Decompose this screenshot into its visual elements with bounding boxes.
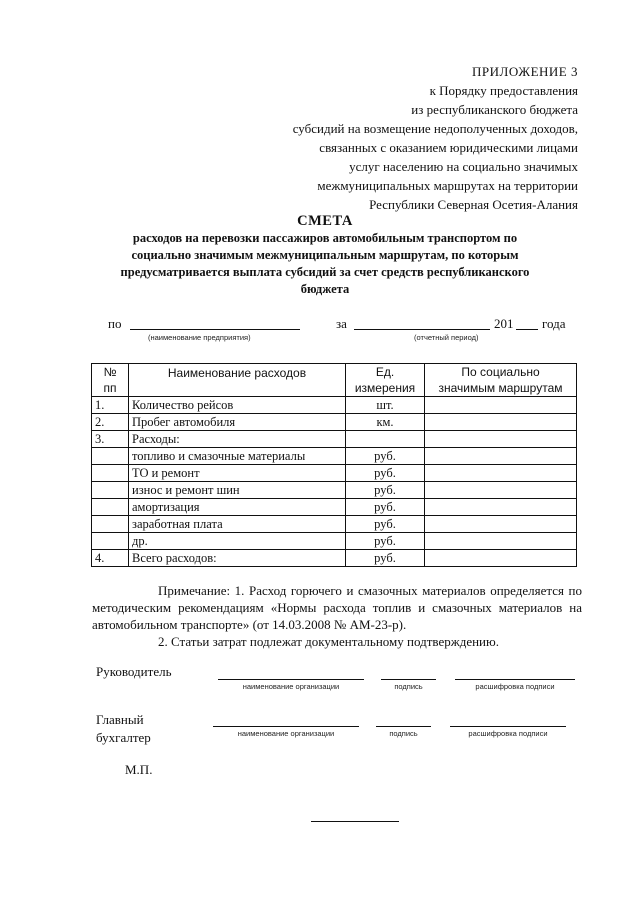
accountant-sign-line[interactable] <box>376 726 431 727</box>
accountant-org-line[interactable] <box>213 726 359 727</box>
row-unit: руб. <box>346 550 425 567</box>
header-unit-line: Ед. <box>375 365 395 379</box>
row-value[interactable] <box>425 550 577 567</box>
header-value-line: По социально <box>461 365 540 379</box>
enterprise-name-field[interactable] <box>130 329 300 330</box>
accountant-decode-caption: расшифровка подписи <box>468 729 548 738</box>
year-field[interactable] <box>516 329 538 330</box>
footer-divider <box>311 820 399 822</box>
table-row <box>92 431 577 448</box>
table-row <box>92 465 577 482</box>
row-num <box>92 516 129 533</box>
row-value[interactable] <box>425 414 577 431</box>
accountant-label-line: Главный <box>96 712 144 727</box>
appendix-line: субсидий на возмещение недополученных доходов, <box>292 121 578 136</box>
table-row <box>92 516 577 533</box>
appendix-header <box>293 62 578 214</box>
po-label: по <box>108 316 122 331</box>
table-row <box>92 482 577 499</box>
row-value[interactable] <box>425 533 577 550</box>
row-num <box>92 533 129 550</box>
row-num <box>92 465 129 482</box>
appendix-line: Республики Северная Осетия-Алания <box>369 197 578 212</box>
table-row <box>92 397 577 414</box>
row-num <box>92 448 129 465</box>
accountant-sign-caption: подпись <box>389 729 418 738</box>
row-num: 3. <box>92 431 129 448</box>
row-unit: шт. <box>346 397 425 414</box>
row-name: износ и ремонт шин <box>129 482 346 499</box>
row-name: топливо и смазочные материалы <box>129 448 346 465</box>
appendix-title: ПРИЛОЖЕНИЕ 3 <box>472 64 578 79</box>
head-sign-caption: подпись <box>394 682 423 691</box>
appendix-line: из республиканского бюджета <box>411 102 578 117</box>
head-sign-line[interactable] <box>381 679 436 680</box>
row-unit: руб. <box>346 448 425 465</box>
header-num <box>92 364 129 397</box>
row-name: ТО и ремонт <box>129 465 346 482</box>
table-row <box>92 499 577 516</box>
row-unit: руб. <box>346 465 425 482</box>
accountant-label <box>96 711 151 747</box>
row-value[interactable] <box>425 397 577 414</box>
row-num: 4. <box>92 550 129 567</box>
accountant-decode-line[interactable] <box>450 726 566 727</box>
head-decode-line[interactable] <box>455 679 575 680</box>
header-value <box>425 364 577 397</box>
row-num: 2. <box>92 414 129 431</box>
row-name: заработная плата <box>129 516 346 533</box>
row-unit: руб. <box>346 482 425 499</box>
row-unit: руб. <box>346 499 425 516</box>
header-name: Наименование расходов <box>129 364 346 397</box>
year-suffix: года <box>542 316 566 331</box>
subtitle-line: предусматривается выплата субсидий за счет средств республиканского <box>120 265 530 279</box>
period-caption: (отчетный период) <box>414 333 479 342</box>
document-title-block <box>90 212 560 298</box>
row-num: 1. <box>92 397 129 414</box>
note-paragraph-1: Примечание: 1. Расход горючего и смазочных материалов определяется по методическим рекомендациям «Нормы расхода топлив и смазочных материалов на автомобильном транспорте» (от 14.03.2008 № АМ-23-р). <box>92 583 582 632</box>
header-value-line: значимым маршрутам <box>438 381 563 395</box>
row-value[interactable] <box>425 516 577 533</box>
head-label: Руководитель <box>96 664 172 679</box>
document-title: СМЕТА <box>297 213 353 229</box>
table-header-row <box>92 364 577 397</box>
table-row <box>92 533 577 550</box>
table-row <box>92 550 577 567</box>
stamp-place: М.П. <box>125 762 153 777</box>
row-num <box>92 482 129 499</box>
head-decode-caption: расшифровка подписи <box>475 682 555 691</box>
header-num-line: пп <box>103 381 117 395</box>
row-name: амортизация <box>129 499 346 516</box>
row-value[interactable] <box>425 448 577 465</box>
subtitle-line: расходов на перевозки пассажиров автомобильным транспортом по <box>132 231 518 245</box>
header-num-line: № <box>103 365 117 379</box>
row-num <box>92 499 129 516</box>
accountant-org-caption: наименование организации <box>237 729 335 738</box>
head-org-caption: наименование организации <box>242 682 340 691</box>
row-value[interactable] <box>425 482 577 499</box>
head-org-line[interactable] <box>218 679 364 680</box>
note-block <box>92 582 582 650</box>
table-row <box>92 414 577 431</box>
row-name: Количество рейсов <box>129 397 346 414</box>
row-name: Всего расходов: <box>129 550 346 567</box>
row-name: Расходы: <box>129 431 346 448</box>
subtitle-line: социально значимым межмуниципальным маршрутам, по которым <box>131 248 519 262</box>
row-name: др. <box>129 533 346 550</box>
row-unit: руб. <box>346 533 425 550</box>
accountant-label-line: бухгалтер <box>96 730 151 745</box>
row-value[interactable] <box>425 499 577 516</box>
row-unit: руб. <box>346 516 425 533</box>
header-unit <box>346 364 425 397</box>
note-paragraph-2: 2. Статьи затрат подлежат документальному подтверждению. <box>158 634 499 649</box>
year-prefix: 201 <box>494 316 514 331</box>
period-field[interactable] <box>354 329 490 330</box>
appendix-line: межмуниципальных маршрутах на территории <box>317 178 578 193</box>
row-value[interactable] <box>425 431 577 448</box>
enterprise-caption: (наименование предприятия) <box>148 333 251 342</box>
za-label: за <box>336 316 347 331</box>
estimate-table <box>91 363 577 567</box>
row-value[interactable] <box>425 465 577 482</box>
appendix-line: услуг населению на социально значимых <box>349 159 578 174</box>
row-unit: км. <box>346 414 425 431</box>
table-row <box>92 448 577 465</box>
appendix-line: связанных с оказанием юридическими лицами <box>319 140 578 155</box>
enterprise-period-row <box>108 316 578 348</box>
row-unit <box>346 431 425 448</box>
row-name: Пробег автомобиля <box>129 414 346 431</box>
subtitle-line: бюджета <box>300 282 350 296</box>
header-unit-line: измерения <box>354 381 416 395</box>
appendix-line: к Порядку предоставления <box>429 83 578 98</box>
